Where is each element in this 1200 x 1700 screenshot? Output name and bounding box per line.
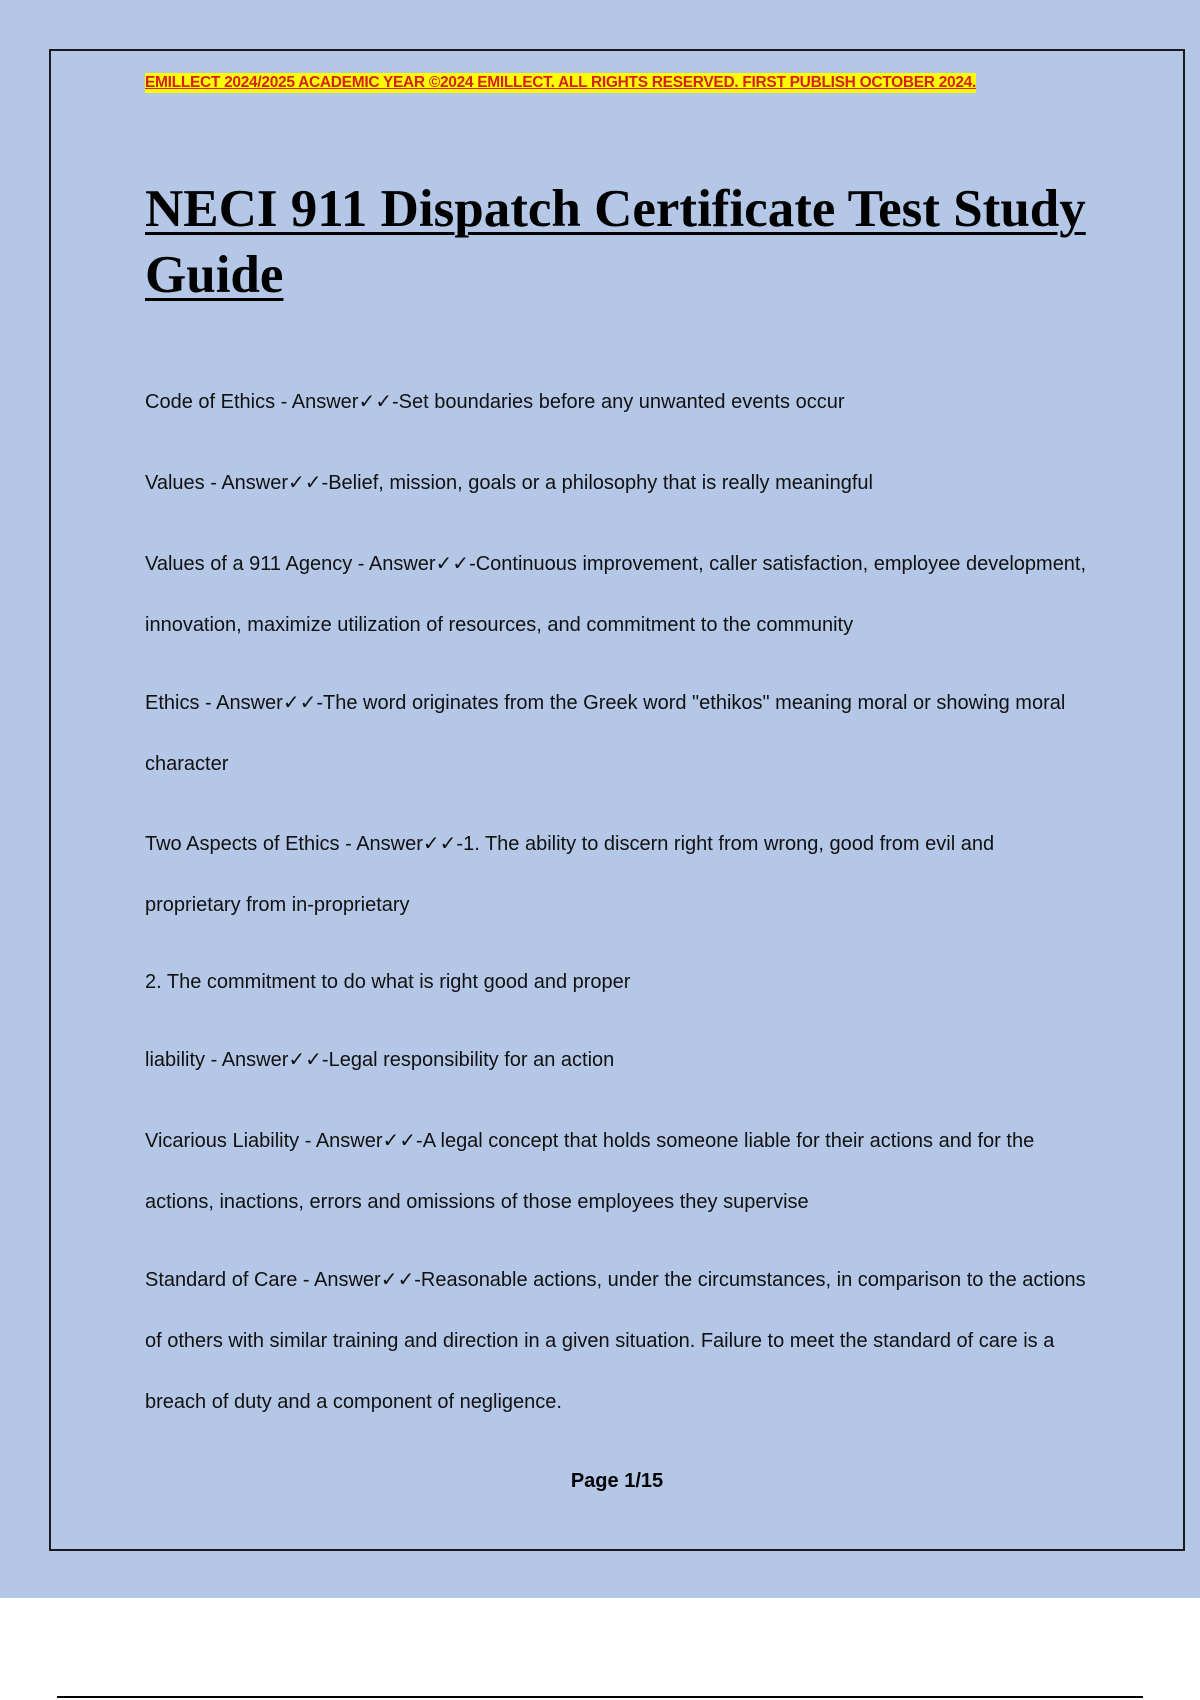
qa-entry-standard-of-care: [145, 1250, 1095, 1433]
entry-term: Two Aspects of Ethics: [145, 833, 340, 855]
entry-term: Ethics: [145, 692, 200, 714]
document-title: NECI 911 Dispatch Certificate Test Study Guide: [145, 180, 1086, 304]
qa-entry-liability: [145, 1030, 1095, 1091]
entry-definition: Belief, mission, goals or a philosophy that is really meaningful: [328, 472, 873, 494]
answer-separator: - Answer✓✓-: [275, 391, 399, 413]
copyright-banner: EMILLECT 2024/2025 ACADEMIC YEAR ©2024 EMILLECT. ALL RIGHTS RESERVED. FIRST PUBLISH OCTOBER 2024.: [145, 74, 976, 91]
entry-term: Standard of Care: [145, 1269, 298, 1291]
entry-term: Code of Ethics: [145, 391, 276, 413]
entry-definition: A legal concept that holds someone liable for their actions and for the actions, inactions, errors and omissions of those employees they supervise: [145, 1130, 1035, 1213]
answer-separator: - Answer✓✓-: [205, 1049, 329, 1071]
entry-term: Values of a 911 Agency: [145, 553, 353, 575]
entry-definition: Legal responsibility for an action: [328, 1049, 615, 1071]
answer-separator: - Answer✓✓-: [199, 692, 324, 714]
next-page-top-rule: [57, 1696, 1143, 1698]
qa-entry-values: [145, 453, 1095, 514]
entry-definition: 1. The ability to discern right from wrong, good from evil and proprietary from in-proprietary: [145, 833, 995, 916]
answer-separator: - Answer✓✓-: [339, 833, 464, 855]
qa-entry-ethics: [145, 673, 1095, 795]
entry-term: Vicarious Liability: [145, 1130, 300, 1152]
entry-term: Values: [145, 472, 205, 494]
answer-separator: - Answer✓✓-: [297, 1269, 421, 1291]
qa-entry-continuation: 2. The commitment to do what is right good and proper: [145, 971, 631, 993]
qa-entry-code-of-ethics: [145, 372, 1095, 433]
entry-term: liability: [145, 1049, 206, 1071]
qa-entry-two-aspects-of-ethics: [145, 814, 1095, 936]
answer-separator: - Answer✓✓-: [299, 1130, 423, 1152]
qa-entry-values-of-911-agency: [145, 534, 1095, 656]
answer-separator: - Answer✓✓-: [352, 553, 476, 575]
entry-definition: The word originates from the Greek word "ethikos" meaning moral or showing moral character: [145, 692, 1066, 775]
entry-definition: Continuous improvement, caller satisfaction, employee development, innovation, maximize utilization of resources, and commitment to the community: [145, 553, 1087, 636]
entry-definition: Set boundaries before any unwanted events occur: [398, 391, 845, 413]
qa-entry-vicarious-liability: [145, 1111, 1095, 1233]
answer-separator: - Answer✓✓-: [204, 472, 329, 494]
page-number: Page 1/15: [570, 1470, 664, 1492]
entry-definition: Reasonable actions, under the circumstances, in comparison to the actions of others with similar training and direction in a given situation. Failure to meet the standard of care is a breach of duty and a component of negligence.: [145, 1269, 1086, 1413]
